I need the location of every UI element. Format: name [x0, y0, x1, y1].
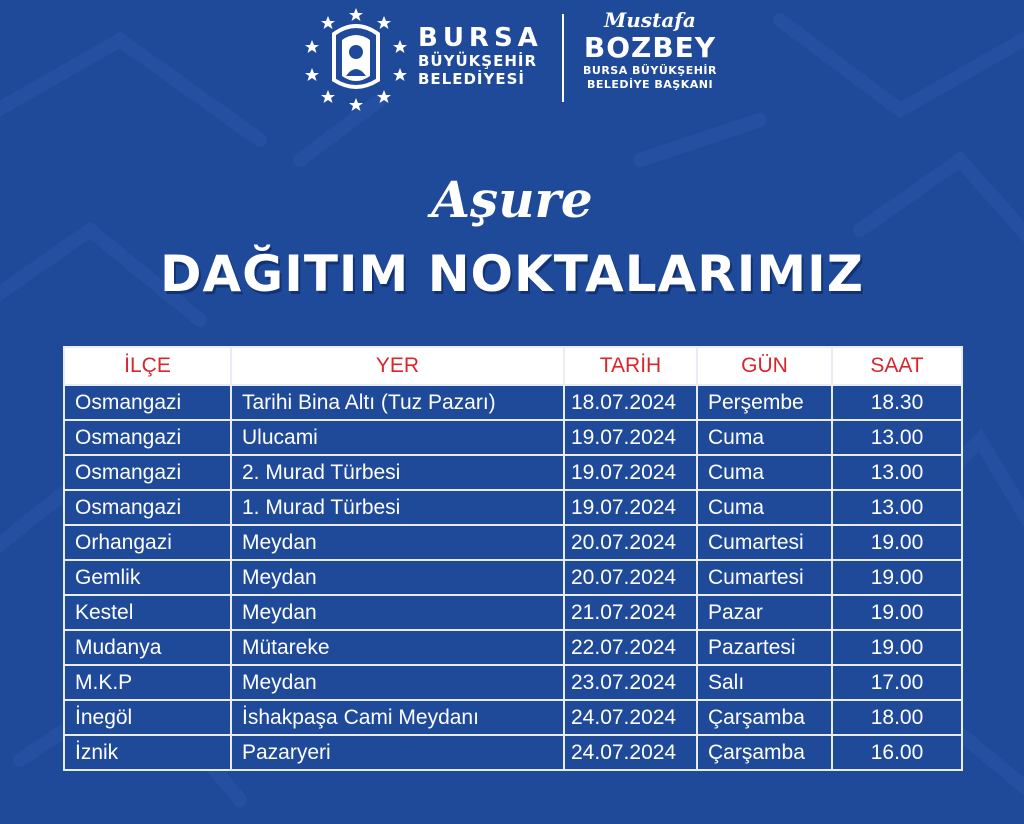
table-row: [64, 490, 962, 525]
bursa-emblem-icon: [302, 4, 410, 112]
cell-saat: 13.00: [832, 490, 962, 525]
cell-tarih: 19.07.2024: [564, 455, 697, 490]
cell-gun: Çarşamba: [697, 735, 832, 770]
table-row: [64, 420, 962, 455]
header-gun: GÜN: [697, 347, 832, 385]
logo-line-3: BELEDİYESİ: [418, 70, 526, 88]
table-row: [64, 525, 962, 560]
mayor-role-line-2: BELEDİYE BAŞKANI: [586, 78, 714, 91]
cell-tarih: 19.07.2024: [564, 420, 697, 455]
cell-tarih: 23.07.2024: [564, 665, 697, 700]
cell-tarih: 20.07.2024: [564, 560, 697, 595]
cell-yer: Meydan: [231, 595, 564, 630]
cell-gun: Çarşamba: [697, 700, 832, 735]
cell-tarih: 21.07.2024: [564, 595, 697, 630]
cell-gun: Pazar: [697, 595, 832, 630]
table-row: [64, 630, 962, 665]
cell-ilce: Osmangazi: [64, 420, 231, 455]
logo-divider: [562, 14, 564, 102]
cell-saat: 18.30: [832, 385, 962, 420]
cell-ilce: Gemlik: [64, 560, 231, 595]
cell-ilce: Orhangazi: [64, 525, 231, 560]
cell-yer: Mütareke: [231, 630, 564, 665]
cell-yer: Meydan: [231, 525, 564, 560]
mayor-role-line-1: BURSA BÜYÜKŞEHİR: [583, 64, 717, 77]
cell-ilce: Kestel: [64, 595, 231, 630]
cell-yer: Meydan: [231, 665, 564, 700]
table-row: [64, 595, 962, 630]
cell-tarih: 24.07.2024: [564, 700, 697, 735]
cell-tarih: 20.07.2024: [564, 525, 697, 560]
cell-ilce: İnegöl: [64, 700, 231, 735]
cell-saat: 13.00: [832, 455, 962, 490]
page-title: DAĞITIM NOKTALARIMIZ: [159, 245, 864, 303]
cell-gun: Cuma: [697, 455, 832, 490]
header-yer: YER: [231, 347, 564, 385]
cell-yer: Meydan: [231, 560, 564, 595]
header-tarih: TARİH: [564, 347, 697, 385]
table-row: [64, 665, 962, 700]
table-row: [64, 385, 962, 420]
cell-saat: 17.00: [832, 665, 962, 700]
cell-ilce: İznik: [64, 735, 231, 770]
mayor-signature: [580, 8, 720, 92]
cell-yer: Pazaryeri: [231, 735, 564, 770]
header-ilce: İLÇE: [64, 347, 231, 385]
distribution-table: [63, 346, 963, 771]
cell-ilce: Osmangazi: [64, 490, 231, 525]
header-saat: SAAT: [832, 347, 962, 385]
table-row: [64, 560, 962, 595]
cell-tarih: 19.07.2024: [564, 490, 697, 525]
cell-yer: Tarihi Bina Altı (Tuz Pazarı): [231, 385, 564, 420]
cell-yer: 1. Murad Türbesi: [231, 490, 564, 525]
table-row: [64, 455, 962, 490]
cell-tarih: 24.07.2024: [564, 735, 697, 770]
cell-saat: 19.00: [832, 595, 962, 630]
cell-gun: Cumartesi: [697, 525, 832, 560]
cell-tarih: 22.07.2024: [564, 630, 697, 665]
cell-yer: İshakpaşa Cami Meydanı: [231, 700, 564, 735]
cell-gun: Cuma: [697, 420, 832, 455]
table-row: [64, 735, 962, 770]
header: [0, 0, 1024, 120]
subtitle: Aşure: [431, 170, 593, 229]
table-header-row: [64, 347, 962, 385]
cell-saat: 18.00: [832, 700, 962, 735]
mayor-first-name: Mustafa: [604, 8, 696, 32]
cell-ilce: M.K.P: [64, 665, 231, 700]
municipality-logo-text: [418, 24, 543, 88]
cell-saat: 19.00: [832, 525, 962, 560]
cell-yer: Ulucami: [231, 420, 564, 455]
cell-ilce: Mudanya: [64, 630, 231, 665]
cell-gun: Cumartesi: [697, 560, 832, 595]
logo-line-2: BÜYÜKŞEHİR: [418, 52, 538, 70]
cell-saat: 19.00: [832, 630, 962, 665]
logo-line-1: BURSA: [418, 23, 543, 53]
cell-gun: Perşembe: [697, 385, 832, 420]
cell-tarih: 18.07.2024: [564, 385, 697, 420]
cell-ilce: Osmangazi: [64, 455, 231, 490]
table-row: [64, 700, 962, 735]
cell-gun: Salı: [697, 665, 832, 700]
cell-saat: 16.00: [832, 735, 962, 770]
cell-saat: 19.00: [832, 560, 962, 595]
cell-ilce: Osmangazi: [64, 385, 231, 420]
cell-gun: Cuma: [697, 490, 832, 525]
cell-gun: Pazartesi: [697, 630, 832, 665]
cell-saat: 13.00: [832, 420, 962, 455]
mayor-last-name: BOZBEY: [583, 31, 717, 64]
cell-yer: 2. Murad Türbesi: [231, 455, 564, 490]
